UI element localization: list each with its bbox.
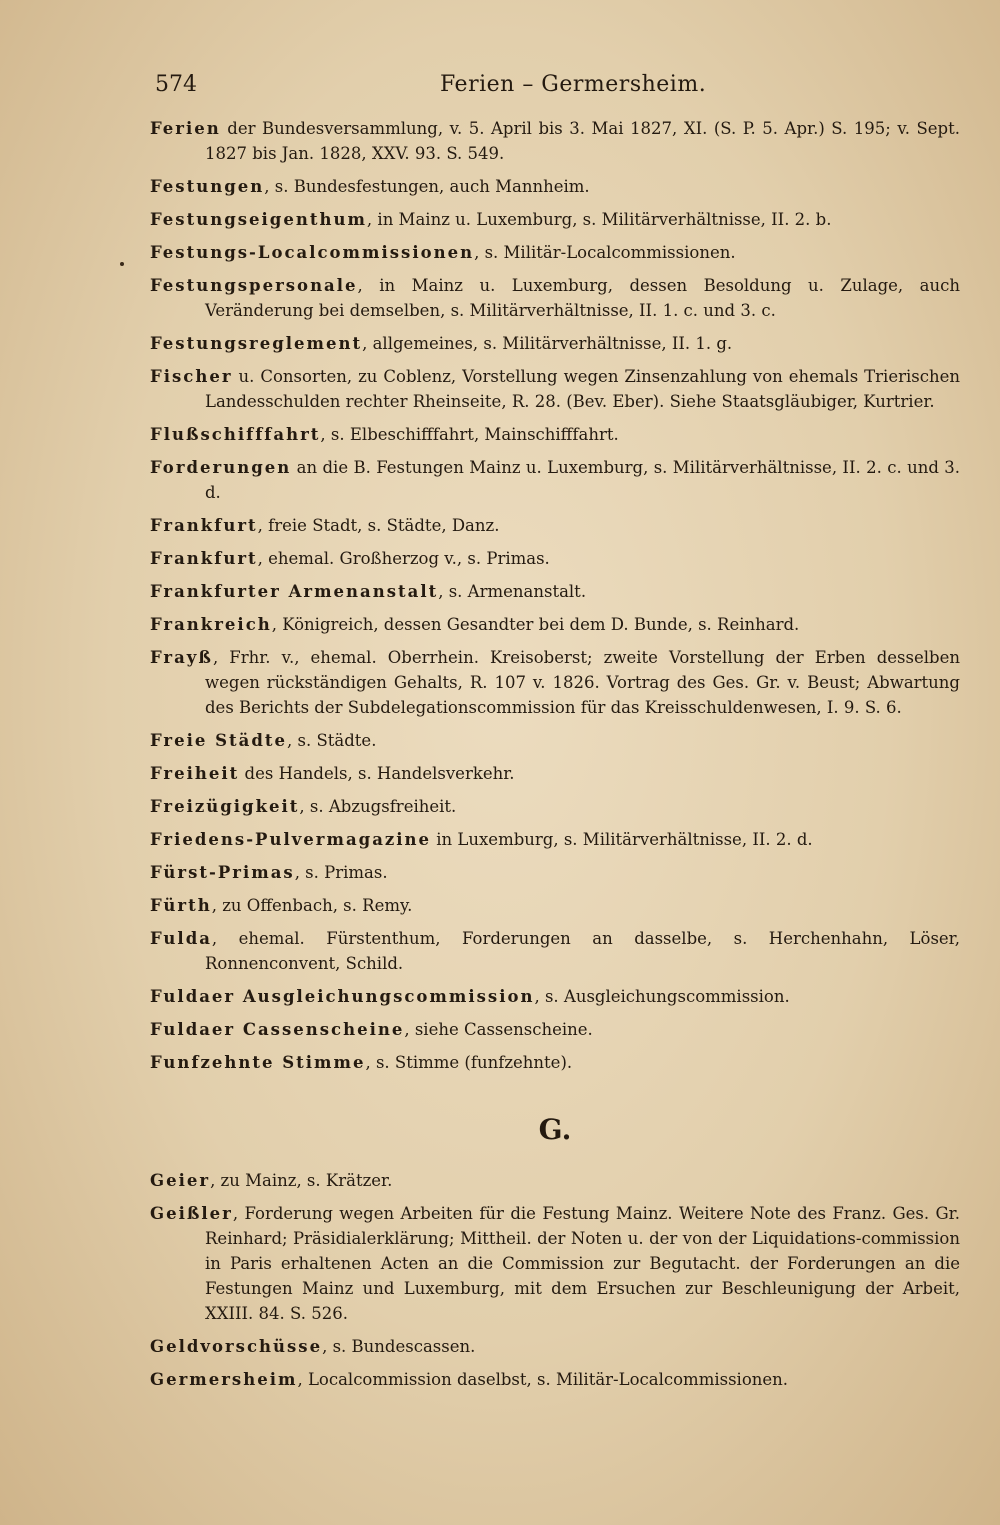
index-entry: [150, 984, 960, 1009]
entry-headword: Geier: [150, 1171, 211, 1190]
entry-headword: Fuldaer Ausgleichungscommission: [150, 987, 535, 1006]
index-entry: [150, 1367, 960, 1392]
entry-text: , ehemal. Fürstenthum, Forderungen an dasselbe, s. Herchenhahn, Löser, Ronnenconvent, Schild.: [205, 929, 960, 973]
index-entry: [150, 1050, 960, 1075]
entry-headword: Festungsreglement: [150, 334, 363, 353]
entry-headword: Forderungen: [150, 458, 292, 477]
index-entry: [150, 728, 960, 753]
entry-headword: Festungspersonale: [150, 276, 358, 295]
index-entry: [150, 612, 960, 637]
entry-text: an die B. Festungen Mainz u. Luxemburg, s. Militärverhältnisse, II. 2. c. und 3. d.: [205, 458, 960, 502]
entry-headword: Fuldaer Cassenscheine: [150, 1020, 405, 1039]
entry-text: der Bundesversammlung, v. 5. April bis 3. Mai 1827, XI. (S. P. 5. Apr.) S. 195; v. Sept. 1827 bis Jan. 1828, XXV. 93. S. 549.: [205, 119, 960, 163]
entry-headword: Freie Städte: [150, 731, 288, 750]
entry-text: , s. Ausgleichungscommission.: [534, 987, 790, 1006]
index-entry: [150, 645, 960, 720]
entry-headword: Festungs-Localcommissionen: [150, 243, 475, 262]
index-body: [150, 116, 960, 1400]
entry-headword: Germersheim: [150, 1370, 298, 1389]
entry-text: , allgemeines, s. Militärverhältnisse, II. 1. g.: [362, 334, 733, 353]
entry-text: , zu Offenbach, s. Remy.: [211, 896, 413, 915]
entry-text: , s. Abzugsfreiheit.: [299, 797, 457, 816]
entry-headword: Frayß: [150, 648, 213, 667]
entry-headword: Freiheit: [150, 764, 240, 783]
entry-headword: Festungen: [150, 177, 265, 196]
entry-headword: Geißler: [150, 1204, 233, 1223]
entry-headword: Fürst-Primas: [150, 863, 295, 882]
index-entry: [150, 1168, 960, 1193]
entry-text: , s. Stimme (funfzehnte).: [365, 1053, 573, 1072]
entry-headword: Geldvorschüsse: [150, 1337, 323, 1356]
ink-spot: [120, 262, 124, 266]
entry-headword: Fulda: [150, 929, 212, 948]
index-entry: [150, 579, 960, 604]
entry-text: , Frhr. v., ehemal. Oberrhein. Kreisoberst; zweite Vorstellung der Erben desselben wegen rückständigen Gehalts, R. 107 v. 1826. Vortrag des Ges. Gr. v. Beust; Abwartung des Berichts der Subdelegationscommission für das Kreisschuldenwesen, I. 9. S. 6.: [205, 648, 960, 717]
index-entry: [150, 116, 960, 166]
index-entry: [150, 1201, 960, 1326]
entry-text: u. Consorten, zu Coblenz, Vorstellung wegen Zinsenzahlung von ehemals Trierischen Landesschulden rechter Rheinseite, R. 28. (Bev. Eber). Siehe Staatsgläubiger, Kurtrier.: [205, 367, 960, 411]
running-title: Ferien – Germersheim.: [440, 72, 707, 97]
entry-text: , in Mainz u. Luxemburg, dessen Besoldung u. Zulage, auch Veränderung bei demselben, s. Militärverhältnisse, II. 1. c. und 3. c.: [205, 276, 960, 320]
index-entry: [150, 422, 960, 447]
entry-text: , s. Primas.: [294, 863, 388, 882]
entry-headword: Flußschifffahrt: [150, 425, 321, 444]
section-letter: G.: [538, 1113, 572, 1146]
page-number: 574: [155, 72, 197, 97]
entry-text: , s. Armenanstalt.: [438, 582, 587, 601]
index-entry: [150, 546, 960, 571]
entry-text: , siehe Cassenscheine.: [404, 1020, 593, 1039]
entry-text: , in Mainz u. Luxemburg, s. Militärverhältnisse, II. 2. b.: [366, 210, 832, 229]
entry-headword: Funfzehnte Stimme: [150, 1053, 366, 1072]
entry-text: , ehemal. Großherzog v., s. Primas.: [257, 549, 550, 568]
entry-text: , Forderung wegen Arbeiten für die Festung Mainz. Weitere Note des Franz. Ges. Gr. Reinhard; Präsidialerklärung; Mittheil. der Noten u. der von der Liquidations-commission in Paris erhaltenen Acten an die Commission zur Begutacht. der Forderungen an die Festungen Mainz und Luxemburg, mit dem Ersuchen zur Beschleunigung der Arbeit, XXIII. 84. S. 526.: [205, 1204, 960, 1323]
index-entry: [150, 1334, 960, 1359]
entry-headword: Ferien: [150, 119, 221, 138]
entry-headword: Frankfurt: [150, 516, 258, 535]
entry-text: , zu Mainz, s. Krätzer.: [210, 1171, 393, 1190]
index-entry: [150, 207, 960, 232]
index-entry: [150, 761, 960, 786]
entry-headword: Fischer: [150, 367, 233, 386]
index-entry: [150, 513, 960, 538]
entry-headword: Friedens-Pulvermagazine: [150, 830, 432, 849]
entry-text: , s. Militär-Localcommissionen.: [474, 243, 736, 262]
entry-headword: Fürth: [150, 896, 212, 915]
index-section-g: [150, 1168, 960, 1392]
index-entry: [150, 455, 960, 505]
index-entry: [150, 893, 960, 918]
entry-text: , Localcommission daselbst, s. Militär-Localcommissionen.: [297, 1370, 789, 1389]
entry-text: , s. Bundesfestungen, auch Mannheim.: [264, 177, 590, 196]
index-entry: [150, 827, 960, 852]
index-entry: [150, 174, 960, 199]
entry-text: des Handels, s. Handelsverkehr.: [239, 764, 515, 783]
index-section-f: [150, 116, 960, 1075]
entry-text: , s. Elbeschifffahrt, Mainschifffahrt.: [320, 425, 619, 444]
entry-text: , s. Bundescassen.: [322, 1337, 476, 1356]
entry-headword: Frankfurt: [150, 549, 258, 568]
entry-headword: Festungseigenthum: [150, 210, 367, 229]
entry-headword: Frankreich: [150, 615, 272, 634]
entry-text: , s. Städte.: [287, 731, 377, 750]
index-entry: [150, 331, 960, 356]
index-entry: [150, 794, 960, 819]
index-entry: [150, 860, 960, 885]
entry-text: , Königreich, dessen Gesandter bei dem D. Bunde, s. Reinhard.: [271, 615, 800, 634]
index-entry: [150, 240, 960, 265]
entry-headword: Frankfurter Armenanstalt: [150, 582, 439, 601]
page-header: [155, 72, 955, 112]
index-entry: [150, 364, 960, 414]
entry-headword: Freizügigkeit: [150, 797, 300, 816]
entry-text: in Luxemburg, s. Militärverhältnisse, II. 2. d.: [431, 830, 813, 849]
entry-text: , freie Stadt, s. Städte, Danz.: [257, 516, 500, 535]
index-entry: [150, 926, 960, 976]
index-entry: [150, 1017, 960, 1042]
index-entry: [150, 273, 960, 323]
